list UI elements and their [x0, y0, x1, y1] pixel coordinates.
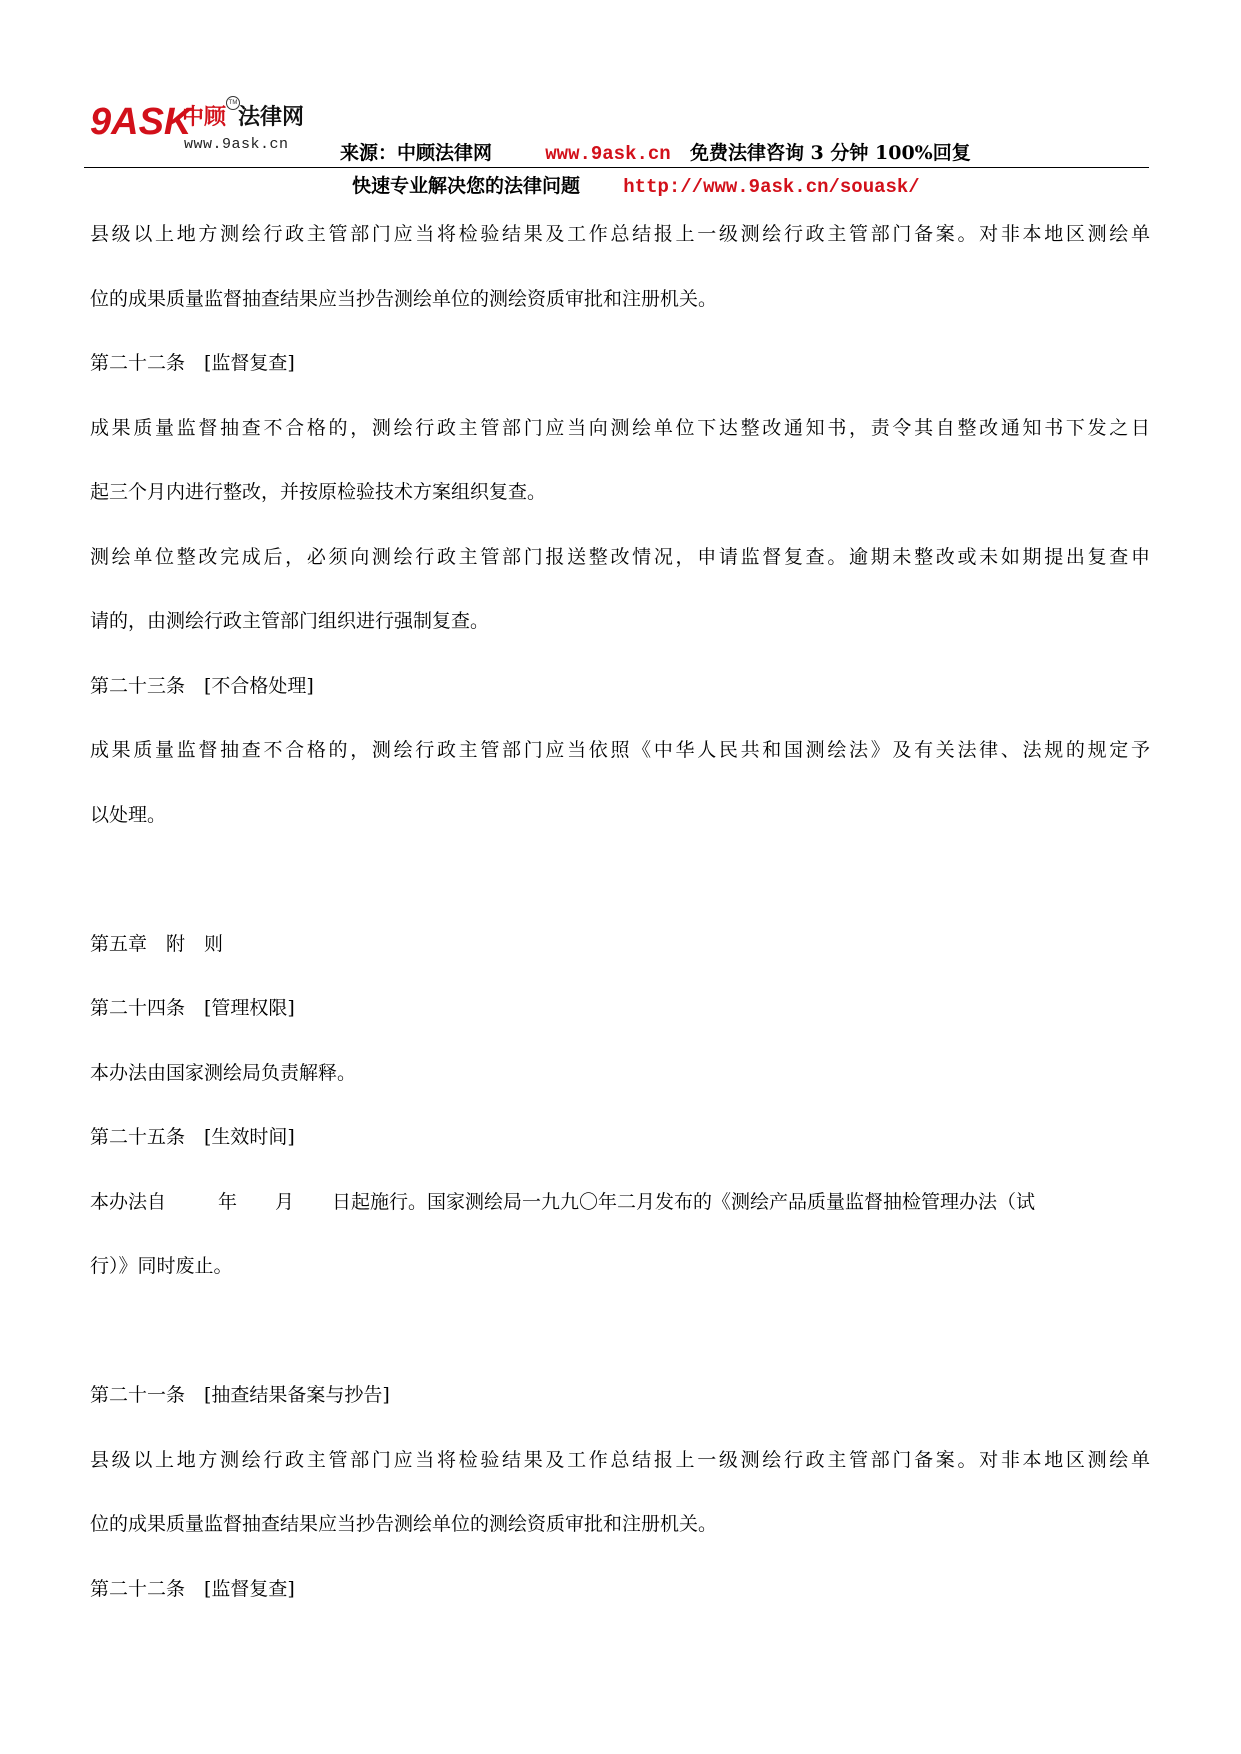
- paragraph-line: 本办法由国家测绘局负责解释。: [90, 1062, 357, 1084]
- paragraph-line: 起三个月内进行整改，并按原检验技术方案组织复查。: [90, 481, 547, 503]
- header-divider: [84, 167, 1149, 168]
- paragraph-line: 位的成果质量监督抽查结果应当抄告测绘单位的测绘资质审批和注册机关。: [90, 1513, 718, 1535]
- article-heading: 第二十四条 [管理权限]: [90, 997, 295, 1019]
- site-logo[interactable]: [90, 100, 315, 160]
- header-souask-link[interactable]: http://www.9ask.cn/souask/: [623, 176, 920, 198]
- header-tagline: 快速专业解决您的法律问题: [352, 175, 581, 197]
- header-tagline-line: [352, 174, 920, 199]
- article-heading: 第二十一条 [抽查结果备案与抄告]: [90, 1384, 390, 1406]
- paragraph-line: 行）》同时废止。: [90, 1255, 233, 1277]
- paragraph-line: 测绘单位整改完成后，必须向测绘行政主管部门报送整改情况，申请监督复查。逾期未整改或未如期提出复查申: [90, 546, 1150, 568]
- paragraph-line: 县级以上地方测绘行政主管部门应当将检验结果及工作总结报上一级测绘行政主管部门备案。对非本地区测绘单: [90, 1449, 1150, 1471]
- month-label: 月: [275, 1191, 295, 1213]
- logo-name-red: 中顾: [182, 105, 227, 130]
- paragraph-line: 成果质量监督抽查不合格的，测绘行政主管部门应当依照《中华人民共和国测绘法》及有关法律、法规的规定予: [90, 739, 1150, 761]
- logo-name-black: 法律网: [238, 105, 305, 130]
- header-source-label: 来源：中顾法律网: [340, 142, 493, 164]
- article-heading: 第二十二条 [监督复查]: [90, 1578, 295, 1600]
- paragraph-line: 请的，由测绘行政主管部门组织进行强制复查。: [90, 610, 490, 632]
- year-label: 年: [218, 1191, 238, 1213]
- effective-date-suffix: 日起施行。国家测绘局一九九〇年二月发布的《测绘产品质量监督抽检管理办法（试: [332, 1191, 1036, 1213]
- logo-url: www.9ask.cn: [184, 136, 289, 153]
- article-heading: 第二十五条 [生效时间]: [90, 1126, 295, 1148]
- effective-date-line: [90, 1190, 1035, 1214]
- article-heading: 第二十三条 [不合格处理]: [90, 675, 314, 697]
- paragraph-line: 位的成果质量监督抽查结果应当抄告测绘单位的测绘资质审批和注册机关。: [90, 288, 718, 310]
- header-source-line: [340, 141, 971, 166]
- header-consult-text: 免费法律咨询 3 分钟 100%回复: [689, 142, 971, 164]
- paragraph-line: 县级以上地方测绘行政主管部门应当将检验结果及工作总结报上一级测绘行政主管部门备案。对非本地区测绘单: [90, 223, 1150, 245]
- effective-date-prefix: 本办法自: [90, 1191, 167, 1213]
- header-site-link[interactable]: www.9ask.cn: [545, 143, 671, 165]
- article-heading: 第二十二条 [监督复查]: [90, 352, 295, 374]
- paragraph-line: 成果质量监督抽查不合格的，测绘行政主管部门应当向测绘单位下达整改通知书，责令其自整改通知书下发之日: [90, 417, 1150, 439]
- chapter-heading: 第五章 附 则: [90, 933, 224, 955]
- logo-brand: 9ASK: [90, 101, 192, 143]
- paragraph-line: 以处理。: [90, 804, 167, 826]
- trademark-icon: TM: [226, 96, 240, 110]
